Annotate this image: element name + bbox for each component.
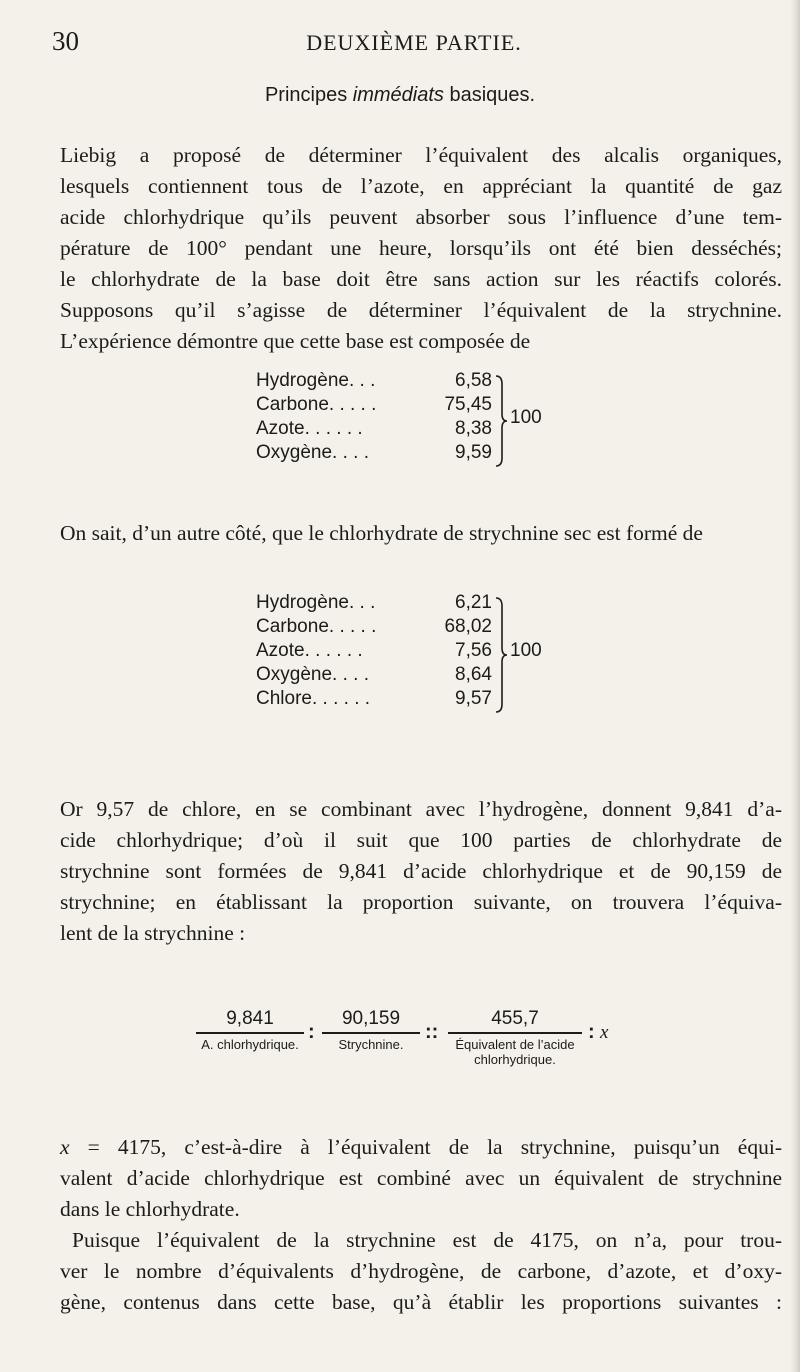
text-line: Puisque l’équivalent de la strychnine est de 4175, on n’a, pour trou- — [72, 1228, 782, 1252]
page-number: 30 — [52, 26, 79, 56]
text-line: pérature de 100° pendant une heure, lorsqu’ils ont été bien desséchés; — [60, 236, 782, 260]
fraction-bar — [322, 1032, 420, 1034]
element-value: 8,38 — [455, 418, 492, 439]
element-name: Hydrogène. . . — [256, 370, 376, 391]
element-value: 8,64 — [455, 664, 492, 685]
term-label: A. chlorhydrique. — [201, 1037, 299, 1052]
right-brace-icon — [494, 374, 508, 468]
composition-chlorhydrate — [0, 592, 800, 722]
element-value: 7,56 — [455, 640, 492, 661]
text-line: Or 9,57 de chlore, en se combinant avec l’hydrogène, donnent 9,841 d’a- — [60, 797, 782, 821]
text-line-rest: = 4175, c’est-à-dire à l’équivalent de la strychnine, puisqu’un équi- — [69, 1135, 782, 1159]
paragraph-chlore-calculation — [60, 794, 782, 949]
ratio-separator: : — [588, 1021, 595, 1043]
text-line: On sait, d’un autre côté, que le chlorhydrate de strychnine sec est formé de — [60, 521, 703, 545]
text-line: strychnine sont formées de 9,841 d’acide chlorhydrique et de 90,159 de — [60, 859, 782, 883]
text-line: cide chlorhydrique; d’où il suit que 100 parties de chlorhydrate de — [60, 828, 782, 852]
element-value: 68,02 — [444, 616, 492, 637]
term-label: Strychnine. — [338, 1037, 404, 1052]
right-brace-icon — [494, 596, 508, 714]
text-line: Supposons qu’il s’agisse de déterminer l’équivalent de la strychnine. — [60, 298, 782, 322]
element-name: Azote. . . . . . — [256, 640, 363, 661]
subtitle-italic-word: immédiats — [352, 84, 444, 106]
text-line — [60, 1132, 782, 1163]
text-line: ver le nombre d’équivalents d’hydrogène, de carbone, d’azote, et d’oxy- — [60, 1259, 782, 1283]
text-line: acide chlorhydrique qu’ils peuvent absorber sous l’influence d’une tem- — [60, 205, 782, 229]
text-line: strychnine; en établissant la proportion suivante, on trouvera l’équiva- — [60, 890, 782, 914]
composition-strychnine — [0, 370, 800, 480]
term-value: 9,841 — [226, 1008, 274, 1029]
fraction-bar — [196, 1032, 304, 1034]
element-value: 6,21 — [455, 592, 492, 613]
text-line: gène, contenus dans cette base, qu’à établir les proportions suivantes : — [60, 1290, 782, 1314]
term-label: chlorhydrique. — [474, 1052, 556, 1067]
variable-x: x — [60, 1135, 70, 1159]
running-head: DEUXIÈME PARTIE. — [306, 30, 522, 55]
paragraph-liebig-method — [60, 140, 782, 357]
composition-total: 100 — [510, 407, 542, 428]
ratio-separator: : — [308, 1021, 315, 1043]
element-name: Oxygène. . . . — [256, 664, 369, 685]
element-name: Chlore. . . . . . — [256, 688, 371, 709]
paragraph-result — [60, 1132, 782, 1318]
text-line: lent de la strychnine : — [60, 921, 246, 945]
term-value: 90,159 — [341, 1008, 401, 1029]
section-subtitle — [0, 84, 800, 107]
text-line: le chlorhydrate de la base doit être sans action sur les réactifs colorés. — [60, 267, 782, 291]
element-name: Azote. . . . . . — [256, 418, 363, 439]
text-line: L’expérience démontre que cette base est composée de — [60, 329, 531, 353]
element-value: 75,45 — [444, 394, 492, 415]
element-name: Carbone. . . . . — [256, 616, 377, 637]
composition-total: 100 — [510, 640, 542, 661]
proportion-term-equivalent — [448, 1008, 582, 1067]
element-name: Carbone. . . . . — [256, 394, 377, 415]
text-line: valent d’acide chlorhydrique est combiné avec un équivalent de strychnine — [60, 1166, 782, 1190]
text-line: dans le chlorhydrate. — [60, 1197, 240, 1221]
subtitle-text-start: Principes — [264, 84, 353, 106]
text-line: lesquels contiennent tous de l’azote, en appréciant la quantité de gaz — [60, 174, 782, 198]
proportion-term-acid — [196, 1008, 304, 1052]
term-label: Équivalent de l’acide — [455, 1037, 575, 1052]
term-value: 455,7 — [491, 1008, 539, 1029]
unknown-variable: x — [600, 1022, 609, 1043]
text-line: Liebig a proposé de déterminer l’équivalent des alcalis organiques, — [60, 143, 782, 167]
paragraph-chlorhydrate-intro — [60, 518, 782, 549]
proportion-equation — [0, 1008, 800, 1088]
subtitle-text-end: basiques. — [443, 84, 536, 106]
element-name: Oxygène. . . . — [256, 442, 369, 463]
element-name: Hydrogène. . . — [256, 592, 376, 613]
proportion-term-strychnine — [322, 1008, 420, 1052]
element-value: 9,59 — [455, 442, 492, 463]
page-header — [52, 26, 776, 60]
fraction-bar — [448, 1032, 582, 1034]
element-value: 6,58 — [455, 370, 492, 391]
element-value: 9,57 — [455, 688, 492, 709]
proportion-separator: :: — [425, 1021, 439, 1043]
